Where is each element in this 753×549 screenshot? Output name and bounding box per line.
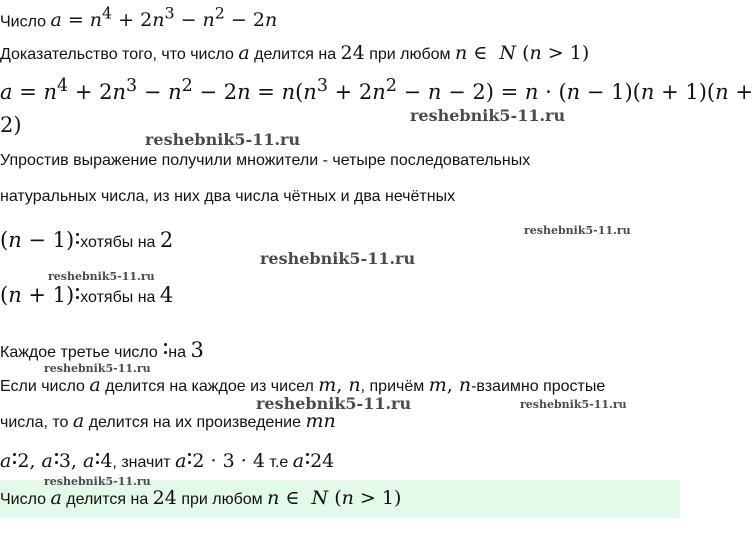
factorization-line-2: 2) [0,113,22,137]
divisibility-2: (n − 1) хотябы на 2 [0,228,174,252]
expression-formula: $a = n^4 + 2n^3 - n^2 - 2n$ [50,4,278,32]
divides-icon [94,453,100,467]
watermark: reshebnik5-11.ru [256,394,412,413]
watermark: reshebnik5-11.ru [524,224,631,237]
divisibility-3: Каждое третье число на 3 [0,338,204,362]
watermark: reshebnik5-11.ru [410,106,566,125]
proof-statement: Доказательство того, что число a делится на 24 при любом n ∈ N (n > 1) [0,42,590,64]
simplification-note: Упростив выражение получили множители - четыре последовательных [0,152,531,169]
parity-note: натуральных числа, из них два числа чётных и два нечётных [0,188,456,205]
watermark: reshebnik5-11.ru [48,270,155,283]
divides-icon [304,453,310,467]
divides-icon [74,233,80,247]
watermark: reshebnik5-11.ru [145,130,301,149]
watermark: reshebnik5-11.ru [520,398,627,411]
combined-divisibility: a 2, a 3, a 4, значит a 2 · 3 · 4 т.е a 24 [0,450,335,472]
watermark: reshebnik5-11.ru [260,249,416,268]
divides-icon [186,453,192,467]
divides-icon [53,453,59,467]
coprime-rule-cont: числа, то a делится на их произведение mn [0,410,336,432]
divides-icon [11,453,17,467]
coprime-rule: Если число a делится на каждое из чисел m, n, причём m, n-взаимно простые [0,374,606,396]
watermark: reshebnik5-11.ru [44,475,151,488]
conclusion: Число a делится на 24 при любом n ∈ N (n > 1) [0,487,402,509]
factorization-line-1: $a = n^4 + 2n^3 - n^2 - 2n = n(n^3 + 2n^2 - n - 2) = n \cdot (n - 1)(n + 1)(n$ + [0,76,753,104]
divisibility-4: (n + 1) хотябы на 4 [0,283,174,307]
divides-icon [162,343,168,357]
watermark: reshebnik5-11.ru [44,362,151,375]
divides-icon [74,288,80,302]
expression-definition: Число $a = n^4 + 2n^3 - n^2 - 2n$ [0,4,278,32]
